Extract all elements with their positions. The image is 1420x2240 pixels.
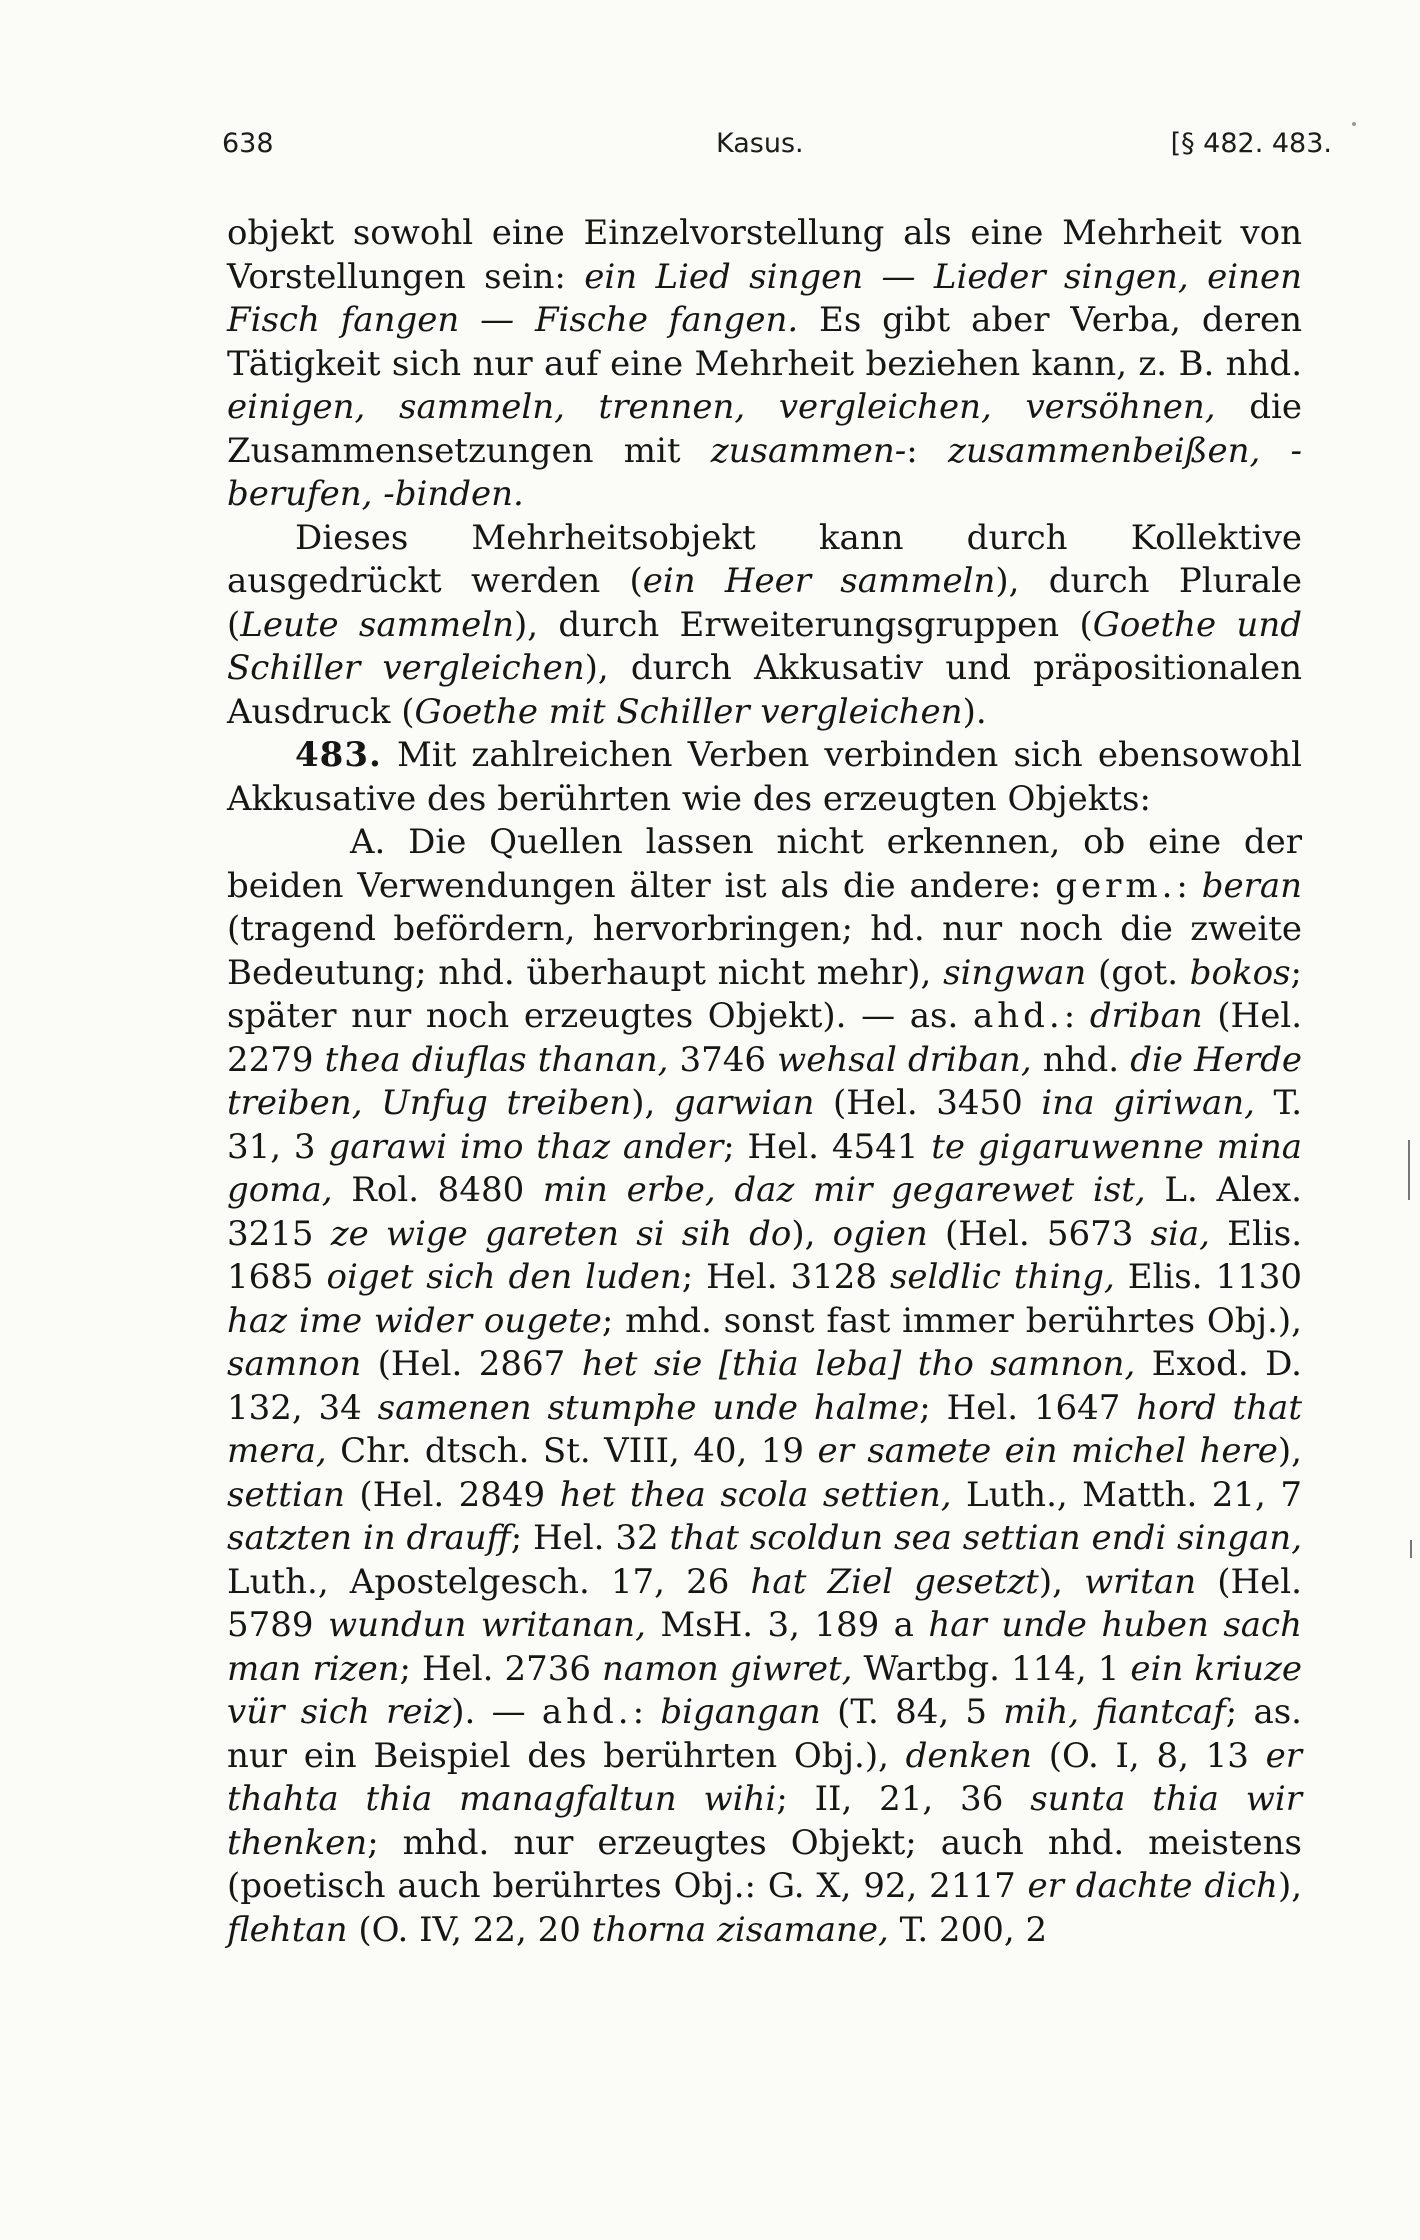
section-number: 483. — [295, 735, 382, 775]
text-run: : — [906, 430, 948, 471]
text-run: ; Hel. 4541 — [723, 1126, 932, 1167]
text-run: A. Die Quellen lassen nicht erkennen, ob eine der beiden Verwendungen älter ist als die andere: — [227, 822, 1302, 906]
example-text: het sie [thia leba] tho samnon, — [581, 1344, 1136, 1384]
example-text: ein kriuze vür sich reiz — [227, 1648, 1302, 1732]
text-run: 3746 — [668, 1039, 778, 1080]
text-run: Elis. 1685 — [227, 1213, 1303, 1297]
text-run: T. 31, 3 — [227, 1083, 1303, 1167]
text-run: (Hel. 2867 — [361, 1344, 582, 1384]
example-text: oiget sich den luden — [326, 1257, 682, 1297]
text-run: Rol. 8480 — [332, 1170, 543, 1210]
text-run: L. Alex. 3215 — [227, 1170, 1302, 1254]
text-run: (got. — [1086, 952, 1190, 993]
example-text: flehtan — [227, 1909, 348, 1950]
example-text: singwan — [943, 952, 1087, 993]
text-run: ), — [631, 1083, 674, 1123]
text-run: (T. 84, 5 — [820, 1692, 1004, 1732]
text-run: Es gibt aber Verba, deren Tätigkeit sich nur auf eine Mehrheit beziehen kann, z. B. nhd. — [227, 300, 1303, 384]
example-text: driban — [1089, 996, 1203, 1036]
text-run: Exod. D. 132, 34 — [227, 1344, 1302, 1428]
page-number: 638 — [222, 128, 274, 159]
text-run: ), durch Plurale ( — [227, 561, 1302, 645]
example-text: seldlic thing, — [889, 1257, 1115, 1297]
text-run: ; Hel. 3128 — [681, 1257, 890, 1297]
running-title: Kasus. — [716, 128, 804, 159]
example-text: ein Lied singen — Lieder singen, einen Fisch fangen — Fische fangen. — [227, 256, 1303, 340]
example-text: wehsal driban, — [777, 1039, 1032, 1080]
example-text: er dachte dich — [1027, 1866, 1278, 1906]
text-run: MsH. 3, 189 a — [645, 1605, 929, 1645]
example-text: that scoldun sea settian endi singan, — [669, 1518, 1303, 1558]
example-text: die Herde treiben, Unfug treiben — [227, 1039, 1302, 1123]
example-text: ogien — [832, 1213, 928, 1254]
text-run: ; Hel. 1647 — [919, 1387, 1137, 1428]
example-text: sia, — [1150, 1213, 1210, 1254]
text-run: (Hel. 2849 — [344, 1474, 560, 1515]
text-run: ), — [1277, 1866, 1303, 1906]
running-header — [222, 128, 1332, 178]
text-run: Wartbg. 114, 1 — [852, 1648, 1131, 1689]
example-text: denken — [905, 1735, 1033, 1776]
scan-edge-mark — [1408, 1140, 1410, 1200]
example-text: Goethe mit Schiller vergleichen — [414, 691, 963, 732]
text-run: die Zusammensetzungen mit — [227, 387, 1302, 471]
text-run: Luth., Apostelgesch. 17, 26 — [227, 1561, 751, 1602]
text-run: ; II, 21, 36 — [776, 1779, 1031, 1819]
paragraph-a — [227, 821, 1302, 1952]
text-run: Chr. dtsch. St. VIII, 40, 19 — [326, 1431, 818, 1471]
text-run: ; as. nur ein Beispiel des berührten Obj.), — [227, 1692, 1302, 1776]
spaced-abbrev: ahd. — [541, 1692, 633, 1732]
text-run: : — [632, 1692, 661, 1732]
example-text: beran — [1201, 865, 1302, 906]
scan-speck — [1352, 122, 1356, 126]
text-run: : — [1176, 865, 1202, 906]
text-run: ), — [1038, 1561, 1085, 1602]
text-run: Luth., Matth. 21, 7 — [951, 1474, 1303, 1515]
text-run: ; mhd. nur erzeugtes Objekt; auch nhd. meistens (poetisch auch berührtes Obj.: G. X, 92, 2117 — [227, 1822, 1302, 1906]
spaced-abbrev: ahd. — [972, 996, 1064, 1036]
text-run: ), durch Akkusativ und präpositionalen Ausdruck ( — [227, 648, 1302, 732]
text-run: (Hel. 3450 — [814, 1083, 1042, 1123]
example-text: bigangan — [660, 1692, 821, 1732]
paragraph-mehrheitsobjekt — [227, 517, 1302, 735]
scan-edge-mark — [1410, 1540, 1412, 1558]
example-text: samnon — [227, 1344, 362, 1384]
example-text: writan — [1084, 1561, 1197, 1602]
example-text: har unde huben sach man rizen — [227, 1605, 1302, 1689]
text-run: Dieses Mehrheitsobjekt kann durch Kollektive ausgedrückt werden ( — [227, 517, 1302, 601]
text-run: T. 200, 2 — [888, 1909, 1048, 1950]
text-run: ). — — [451, 1692, 542, 1732]
text-run: ; mhd. sonst fast immer berührtes Obj.), — [601, 1300, 1302, 1341]
body-text — [227, 212, 1302, 1952]
example-text: samenen stumphe unde halme — [377, 1387, 920, 1428]
example-text: wundun writanan, — [327, 1605, 646, 1645]
text-run: ). — [962, 691, 987, 732]
text-run: : — [1063, 996, 1090, 1036]
text-run: (O. I, 8, 13 — [1032, 1735, 1266, 1776]
text-run: nhd. — [1031, 1039, 1131, 1080]
text-run: ; Hel. 32 — [510, 1518, 670, 1558]
example-text: Leute sammeln — [240, 604, 515, 645]
example-text: Goethe und Schiller vergleichen — [227, 604, 1302, 688]
example-text: settian — [227, 1474, 345, 1515]
text-run: ), durch Erweiterungsgruppen ( — [514, 604, 1093, 645]
example-text: er samete ein michel here — [817, 1431, 1278, 1471]
example-text: hat Ziel gesetzt — [750, 1561, 1039, 1602]
text-run: (Hel. 2279 — [227, 996, 1303, 1080]
text-run: ; später nur noch erzeugtes Objekt). — as. — [227, 952, 1302, 1036]
example-text: garwian — [673, 1083, 815, 1123]
text-run: ), — [791, 1213, 833, 1254]
text-run: (Hel. 5673 — [927, 1213, 1151, 1254]
example-text: er thahta thia managfaltun wihi — [227, 1735, 1302, 1819]
spaced-abbrev: germ. — [1055, 865, 1177, 906]
example-text: namon giwret, — [602, 1648, 853, 1689]
text-run: objekt sowohl eine Einzelvorstellung als eine Mehrheit von Vorstellungen sein: — [227, 213, 1302, 297]
example-text: thea diuflas thanan, — [324, 1039, 669, 1080]
example-text: te gigaruwenne mina goma, — [227, 1126, 1302, 1210]
example-text: min erbe, daz mir gegarewet ist, — [542, 1170, 1146, 1210]
paragraph-continuation — [227, 212, 1302, 517]
text-run: (O. IV, 22, 20 — [347, 1909, 592, 1950]
example-text: sunta thia wir thenken — [227, 1779, 1303, 1863]
example-text: garawi imo thaz ander — [328, 1126, 724, 1167]
example-text: zusammenbeißen, -berufen, -binden. — [227, 430, 1303, 514]
example-text: mih, fiantcaf — [1003, 1692, 1226, 1732]
example-text: ze wige gareten si sih do — [330, 1213, 792, 1254]
text-run: (Hel. 5789 — [227, 1561, 1302, 1645]
example-text: het thea scola settien, — [559, 1474, 952, 1515]
text-run: ), — [1277, 1431, 1302, 1471]
example-text: satzten in drauff — [227, 1518, 511, 1558]
example-text: haz ime wider ougete — [227, 1300, 602, 1341]
paragraph-483 — [227, 734, 1302, 821]
example-text: bokos — [1189, 952, 1291, 993]
example-text: zusammen- — [710, 430, 907, 471]
text-run: Elis. 1130 — [1114, 1257, 1303, 1297]
example-text: hord that mera, — [227, 1387, 1302, 1471]
text-run: ; Hel. 2736 — [399, 1648, 603, 1689]
example-text: ein Heer sammeln — [642, 561, 996, 601]
text-run: Mit zahlreichen Verben verbinden sich ebensowohl Akkusative des berührten wie des erzeugten Objekts: — [227, 735, 1302, 819]
example-text: thorna zisamane, — [591, 1909, 889, 1950]
example-text: ina giriwan, — [1041, 1083, 1255, 1123]
example-text: einigen, sammeln, trennen, vergleichen, versöhnen, — [227, 387, 1216, 427]
text-run: (tragend befördern, hervorbringen; hd. nur noch die zweite Bedeutung; nhd. überhaupt nicht mehr), — [227, 909, 1302, 993]
section-reference: [§ 482. 483. — [1170, 128, 1332, 159]
